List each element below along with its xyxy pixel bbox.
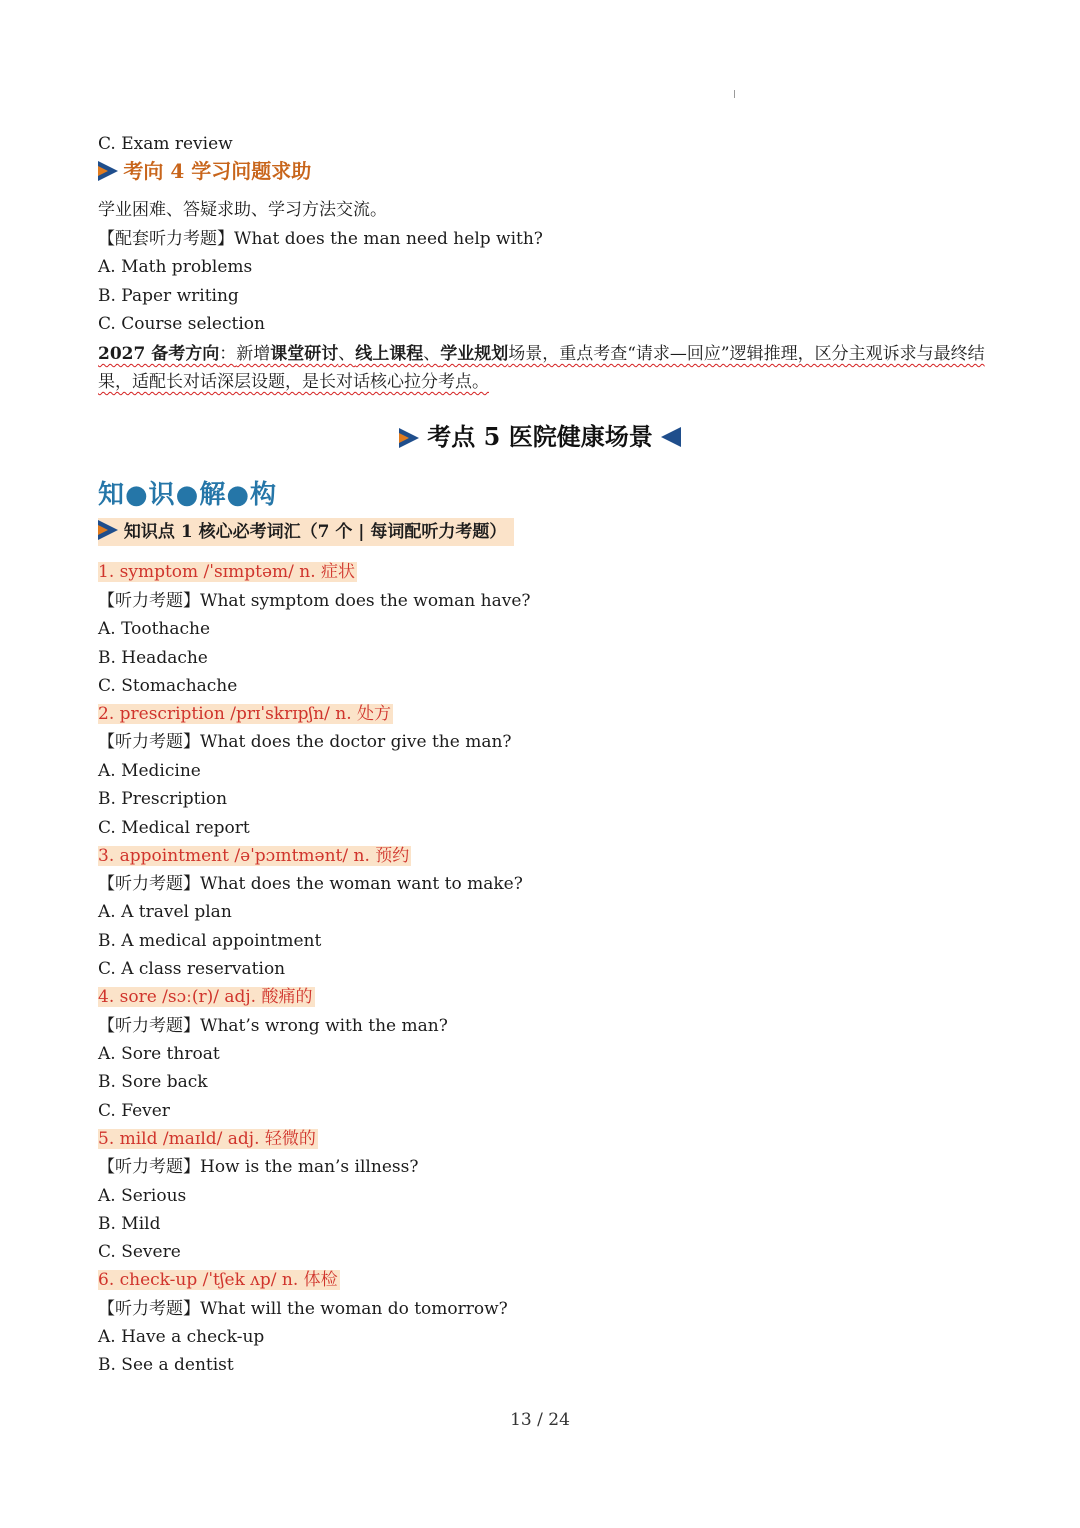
section4-option: C. Course selection [98, 314, 265, 334]
vocab-option: B. Headache [98, 648, 208, 668]
direction-bold: 线上课程 [355, 344, 424, 364]
exam-direction-note [98, 340, 988, 396]
vocab-question: 【听力考题】What symptom does the woman have? [98, 591, 531, 611]
arrow-right-icon [98, 161, 118, 181]
arrow-left-icon [661, 427, 681, 447]
page-number: 13 / 24 [510, 1410, 570, 1430]
knowledge-header: 知●识●解●构 [98, 480, 278, 510]
vocab-term-text: 3. appointment /əˈpɔɪntmənt/ n. 预约 [98, 846, 410, 866]
direction-colon: ： [219, 344, 237, 364]
direction-text: 场景，重点考查“请求—回应”逻辑推理，区分主观诉求与最终结果，适配长对话深层设题，是长对话核心拉分考点。 [98, 344, 985, 392]
prev-option: C. Exam review [98, 134, 233, 154]
vocab-option: A. A travel plan [98, 902, 232, 922]
vocab-option: B. See a dentist [98, 1355, 234, 1375]
vocab-option: B. A medical appointment [98, 931, 322, 951]
direction-sep: 、 [423, 344, 441, 364]
vocab-term-text: 6. check-up /ˈtʃek ʌp/ n. 体检 [98, 1270, 338, 1290]
section4-intro: 学业困难、答疑求助、学习方法交流。 [98, 200, 387, 220]
vocab-term [98, 986, 315, 1008]
vocab-term [98, 1269, 340, 1291]
vocab-option: C. Severe [98, 1242, 181, 1262]
vocab-option: A. Serious [98, 1186, 187, 1206]
section4-heading [98, 158, 311, 186]
section4-option: A. Math problems [98, 257, 253, 277]
kaodian-title: 考点 5 医院健康场景 [427, 422, 653, 451]
vocab-question: 【听力考题】How is the man’s illness? [98, 1157, 419, 1177]
scan-mark [734, 90, 735, 98]
section4-title: 考向 4 学习问题求助 [123, 159, 312, 183]
vocab-option: B. Sore back [98, 1072, 208, 1092]
vocab-term-text: 1. symptom /ˈsɪmptəm/ n. 症状 [98, 562, 356, 582]
vocab-option: C. A class reservation [98, 959, 286, 979]
direction-sep: 、 [338, 344, 356, 364]
vocab-option: A. Toothache [98, 619, 211, 639]
section4-option: B. Paper writing [98, 286, 239, 306]
vocab-option: A. Have a check-up [98, 1327, 265, 1347]
vocab-question: 【听力考题】What will the woman do tomorrow? [98, 1299, 508, 1319]
vocab-option: A. Medicine [98, 761, 201, 781]
arrow-right-icon [399, 428, 419, 448]
vocab-option: C. Fever [98, 1101, 170, 1121]
vocab-term [98, 1128, 318, 1150]
vocab-option: C. Stomachache [98, 676, 238, 696]
knowledge-point-heading [98, 518, 514, 546]
section4-question: 【配套听力考题】What does the man need help with? [98, 229, 543, 249]
vocab-option: A. Sore throat [98, 1044, 220, 1064]
vocab-question: 【听力考题】What’s wrong with the man? [98, 1016, 448, 1036]
vocab-question: 【听力考题】What does the doctor give the man? [98, 732, 512, 752]
arrow-right-icon [98, 520, 118, 540]
vocab-question: 【听力考题】What does the woman want to make? [98, 874, 523, 894]
vocab-option: B. Prescription [98, 789, 228, 809]
vocab-term-text: 5. mild /maɪld/ adj. 轻微的 [98, 1129, 316, 1149]
kaodian-heading [0, 417, 1080, 452]
direction-text: 新增 [236, 344, 271, 364]
knowledge-point-title: 知识点 1 核心必考词汇（7 个 | 每词配听力考题） [123, 522, 507, 542]
vocab-option: C. Medical report [98, 818, 250, 838]
vocab-term [98, 845, 411, 867]
direction-label: 2027 备考方向 [98, 344, 220, 364]
vocab-term-text: 4. sore /sɔː(r)/ adj. 酸痛的 [98, 987, 313, 1007]
direction-bold: 学业规划 [440, 344, 509, 364]
vocab-term [98, 703, 393, 725]
direction-bold: 课堂研讨 [270, 344, 339, 364]
vocab-term-text: 2. prescription /prɪˈskrɪpʃn/ n. 处方 [98, 704, 392, 724]
vocab-option: B. Mild [98, 1214, 161, 1234]
vocab-term [98, 561, 357, 583]
